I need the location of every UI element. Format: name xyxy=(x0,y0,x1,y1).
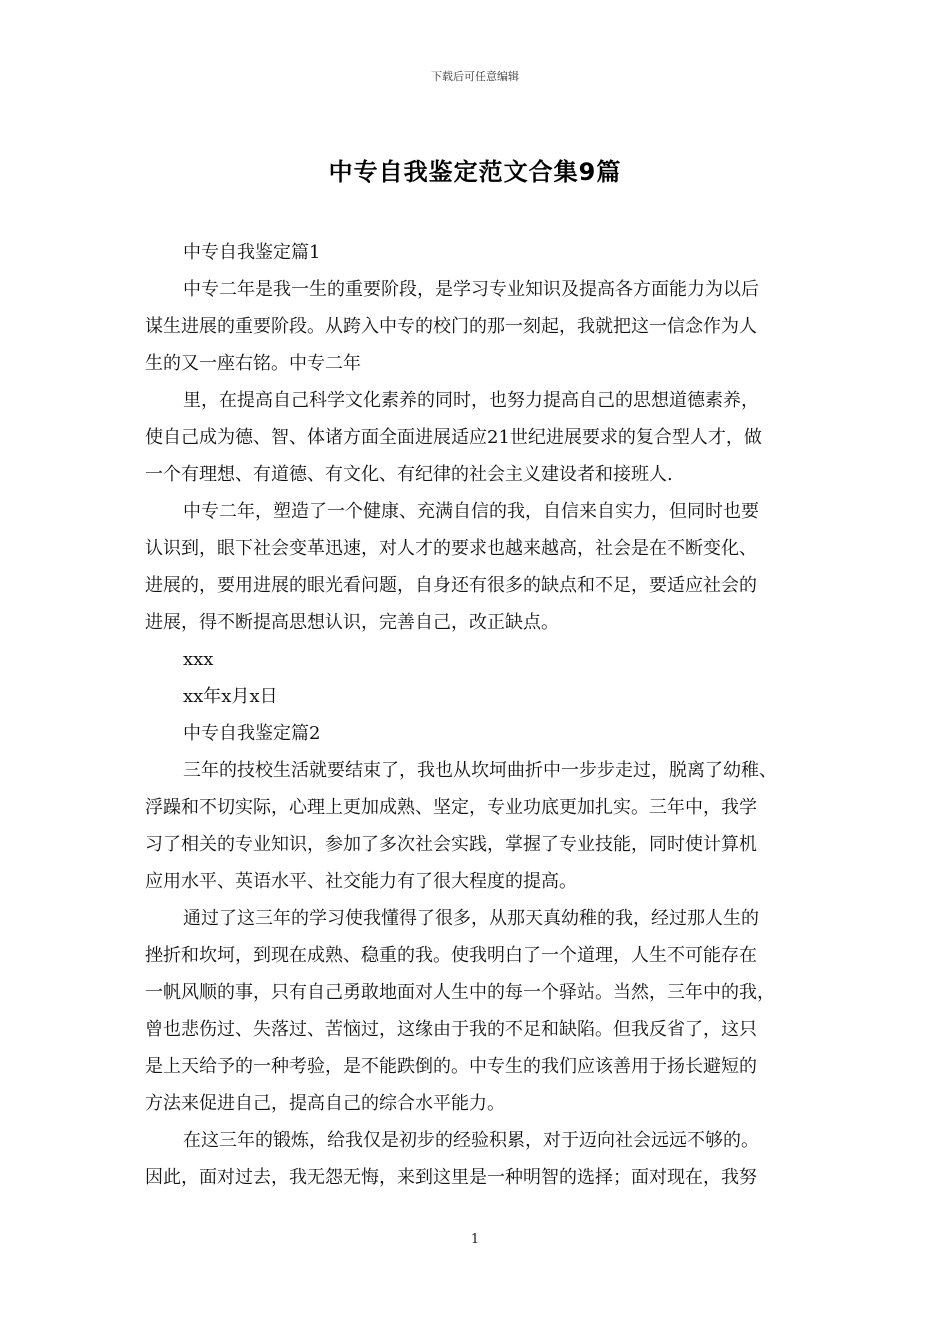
paragraph: 里，在提高自己科学文化素养的同时，也努力提高自己的思想道德素养， 使自己成为德、智、体诸方面全面进展适应21世纪进展要求的复合型人才，做 一个有理想、有道德、有文化、有纪律的社会主义建设者和接班人. xyxy=(145,390,762,485)
paragraph: 三年的技校生活就要结束了，我也从坎坷曲折中一步步走过，脱离了幼稚、 浮躁和不切实际，心理上更加成熟、坚定，专业功底更加扎实。三年中，我学 习了相关的专业知识，参加了多次社会实践，掌握了专业技能，同时使计算机 应用水平、英语水平、社交能力有了很大程度的提高。 xyxy=(145,760,777,892)
paragraph: 中专自我鉴定篇1 xyxy=(183,242,321,263)
paragraph: 中专二年是我一生的重要阶段，是学习专业知识及提高各方面能力为以后 谋生进展的重要阶段。从跨入中专的校门的那一刻起，我就把这一信念作为人 生的又一座右铭。中专二年 xyxy=(145,279,759,374)
paragraph: 通过了这三年的学习使我懂得了很多，从那天真幼稚的我，经过那人生的 挫折和坎坷，到现在成熟、稳重的我。使我明白了一个道理，人生不可能存在 一帆风顺的事，只有自己勇敢地面对人生中的每一个驿站。当然，三年中的我， 曾也悲伤过、失落过、苦恼过，这缘由于我的不足和缺陷。但我反省了，这只 是上天给予的一种考验，是不能跌倒的。中专生的我们应该善用于扬长避短的 方法来促进自己，提高自己的综合水平能力。 xyxy=(145,908,775,1114)
header-note: 下载后可任意编辑 xyxy=(431,70,519,83)
signature-name: xxx xyxy=(183,649,214,670)
document-title: 中专自我鉴定范文合集9篇 xyxy=(328,158,622,186)
signature-date: xx年x月x日 xyxy=(183,686,278,707)
document-body xyxy=(145,234,811,1196)
section-heading: 中专自我鉴定篇2 xyxy=(183,723,321,744)
page-number: 1 xyxy=(470,1232,480,1247)
paragraph: 中专二年，塑造了一个健康、充满自信的我，自信来自实力，但同时也要 认识到，眼下社会变革迅速，对人才的要求也越来越高，社会是在不断变化、 进展的，要用进展的眼光看问题，自身还有很多的缺点和不足，要适应社会的 进展，得不断提高思想认识，完善自己，改正缺点。 xyxy=(145,501,759,633)
paragraph: 在这三年的锻炼，给我仅是初步的经验积累，对于迈向社会远远不够的。 因此，面对过去，我无怨无悔，来到这里是一种明智的选择；面对现在，我努 xyxy=(145,1130,759,1188)
